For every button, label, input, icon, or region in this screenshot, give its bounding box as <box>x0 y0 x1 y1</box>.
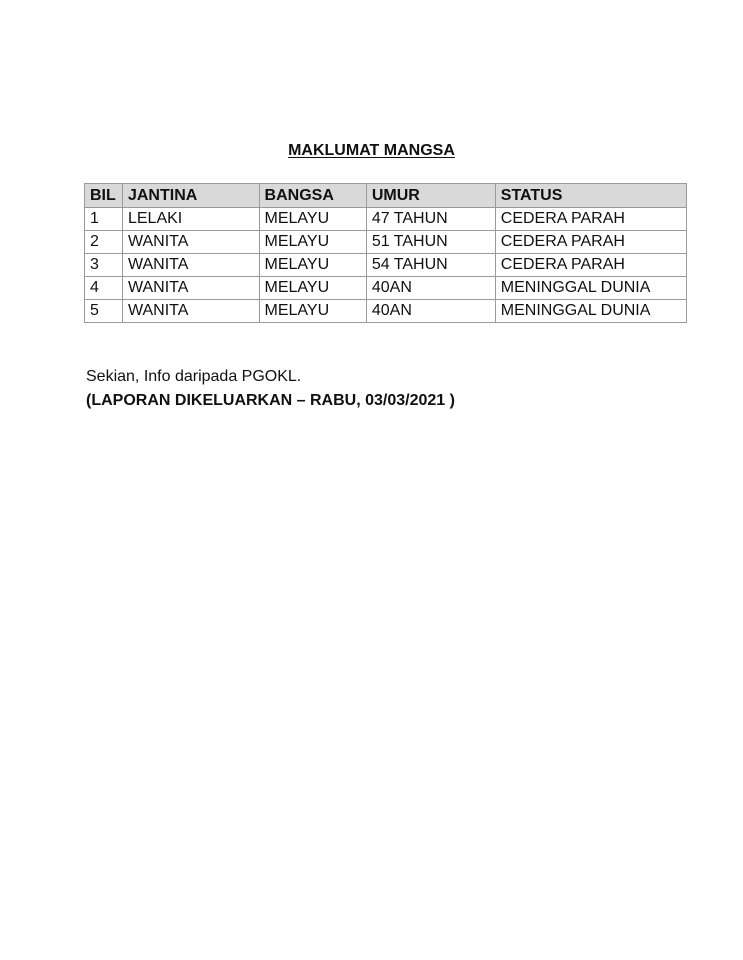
cell-bangsa: MELAYU <box>259 208 366 231</box>
cell-status: CEDERA PARAH <box>495 254 686 277</box>
cell-bangsa: MELAYU <box>259 231 366 254</box>
cell-bangsa: MELAYU <box>259 254 366 277</box>
cell-status: CEDERA PARAH <box>495 208 686 231</box>
cell-bil: 2 <box>85 231 123 254</box>
cell-bil: 5 <box>85 300 123 323</box>
cell-jantina: WANITA <box>122 300 259 323</box>
cell-bangsa: MELAYU <box>259 277 366 300</box>
cell-umur: 40AN <box>366 277 495 300</box>
table-row <box>85 254 687 277</box>
closing-text: Sekian, Info daripada PGOKL. <box>86 368 302 385</box>
header-bil: BIL <box>85 184 123 208</box>
cell-bil: 1 <box>85 208 123 231</box>
cell-status: MENINGGAL DUNIA <box>495 277 686 300</box>
header-bangsa: BANGSA <box>259 184 366 208</box>
table-row <box>85 300 687 323</box>
cell-jantina: WANITA <box>122 277 259 300</box>
document-title: MAKLUMAT MANGSA <box>288 142 455 159</box>
cell-bil: 4 <box>85 277 123 300</box>
cell-umur: 51 TAHUN <box>366 231 495 254</box>
cell-jantina: WANITA <box>122 231 259 254</box>
table-row <box>85 231 687 254</box>
cell-umur: 47 TAHUN <box>366 208 495 231</box>
header-umur: UMUR <box>366 184 495 208</box>
cell-umur: 54 TAHUN <box>366 254 495 277</box>
cell-status: MENINGGAL DUNIA <box>495 300 686 323</box>
cell-umur: 40AN <box>366 300 495 323</box>
cell-jantina: WANITA <box>122 254 259 277</box>
victims-table <box>84 183 687 323</box>
table-row <box>85 208 687 231</box>
cell-jantina: LELAKI <box>122 208 259 231</box>
report-issued-line: (LAPORAN DIKELUARKAN – RABU, 03/03/2021 ) <box>86 392 455 409</box>
cell-bil: 3 <box>85 254 123 277</box>
header-jantina: JANTINA <box>122 184 259 208</box>
table-row <box>85 277 687 300</box>
header-status: STATUS <box>495 184 686 208</box>
cell-status: CEDERA PARAH <box>495 231 686 254</box>
cell-bangsa: MELAYU <box>259 300 366 323</box>
table-header-row <box>85 184 687 208</box>
